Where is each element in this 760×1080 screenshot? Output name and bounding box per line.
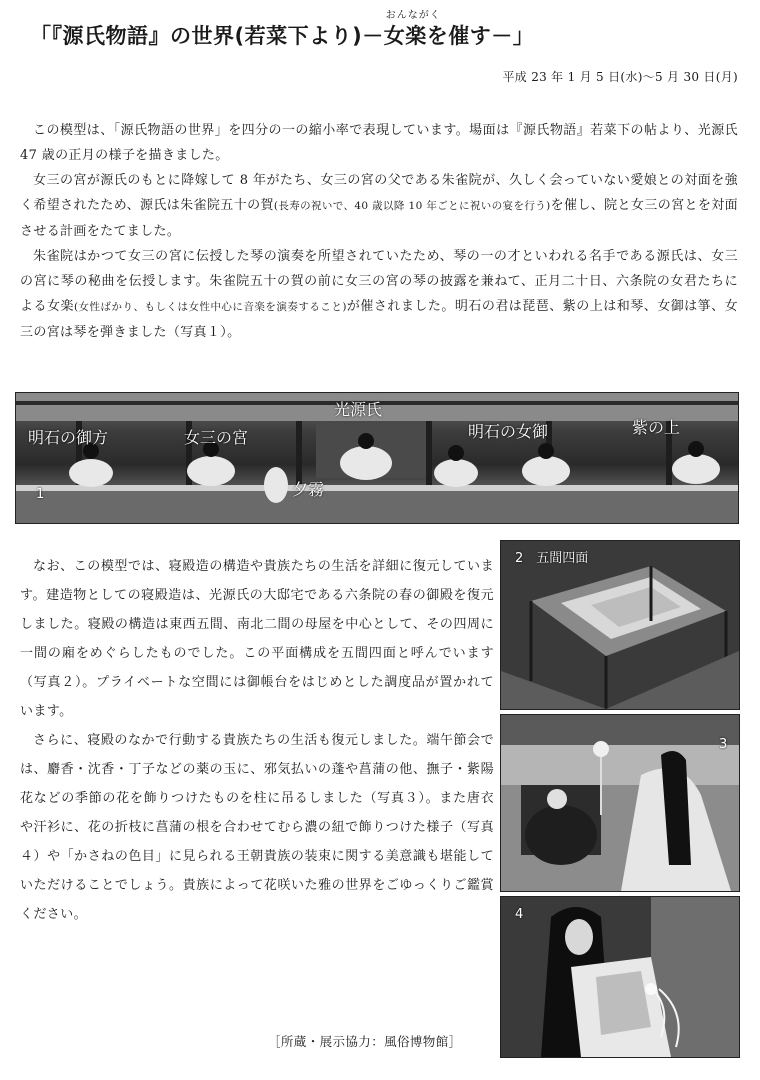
intro-p3-note: (女性ばかり、もしくは女性中心に音楽を演奏すること) bbox=[73, 301, 347, 313]
title-ruby-group bbox=[383, 10, 441, 50]
photo-2-illustration bbox=[501, 541, 739, 709]
photo-4-label: 4 bbox=[515, 907, 524, 922]
label-akashi-no-okata: 明石の御方 bbox=[28, 428, 109, 447]
photo-4-karaginu bbox=[500, 896, 740, 1058]
exhibition-dates: 平成 23 年 1 月 5 日(水)～5 月 30 日(月) bbox=[502, 70, 738, 84]
photo-2-label: 2 五間四面 bbox=[515, 551, 589, 566]
photo-2-gokenshimen bbox=[500, 540, 740, 710]
intro-p3-b: が催されました。明石の君は琵琶、紫の上は和琴、女御は箏、女三の宮は琴を弾きました（写真１）。 bbox=[20, 299, 739, 340]
page-title bbox=[30, 10, 730, 50]
intro-paragraph-1: この模型は、「源氏物語の世界」を四分の一の縮小率で表現しています。場面は『源氏物語』若菜下の帖より、光源氏 47 歳の正月の様子を描きました。 bbox=[20, 123, 738, 163]
body-text bbox=[20, 552, 494, 929]
photo-4-illustration bbox=[501, 897, 739, 1057]
label-akashi-no-nyogo: 明石の女御 bbox=[468, 422, 549, 441]
panorama-photo-1 bbox=[15, 392, 739, 524]
photo-3-illustration bbox=[501, 715, 739, 891]
photo-3-tango bbox=[500, 714, 740, 892]
photo-3-label: 3 bbox=[719, 737, 728, 752]
intro-text bbox=[20, 118, 738, 345]
intro-paragraph-2 bbox=[20, 168, 738, 244]
intro-paragraph-3 bbox=[20, 244, 738, 345]
intro-p2-b: を催し、院と女三の宮とを対面させる計画をたてました。 bbox=[20, 198, 739, 239]
label-onna-san-no-miya: 女三の宮 bbox=[184, 428, 249, 447]
label-yugiri: 夕霧 bbox=[292, 480, 325, 499]
body-paragraph-1: なお、この模型では、寝殿造の構造や貴族たちの生活を詳細に復元しています。建造物としての寝殿造は、光源氏の大邸宅である六条院の春の御殿を復元しました。寝殿の構造は東西五間、南北二間の母屋を中心として、その四周に一間の廂をめぐらしたものでした。この平面構成を五間四面と呼んでいます（写真２）。プライベートな空間には御帳台をはじめとした調度品が置かれています。 bbox=[20, 559, 494, 719]
intro-p2-a: 女三の宮が源氏のもとに降嫁して 8 年がたち、女三の宮の父である朱雀院が、久しく会っていない愛娘との対面を強く希望されたため、源氏は朱雀院五十の賀 bbox=[20, 173, 738, 213]
intro-p2-note: (長寿の祝いで、40 歳以降 10 年ごとに祝いの宴を行う) bbox=[273, 200, 551, 212]
photo-1-number: 1 bbox=[36, 487, 45, 502]
title-main: 「『源氏物語』の世界(若菜下より)－ bbox=[30, 24, 384, 48]
title-ruby-word: 女楽 bbox=[383, 24, 427, 48]
title-ruby: おんながく bbox=[385, 10, 441, 21]
label-hikaru-genji: 光源氏 bbox=[334, 400, 383, 419]
title-tail: を催す－」 bbox=[426, 24, 535, 48]
credit-line: ［所蔵・展示協力：風俗博物館］ bbox=[268, 1034, 462, 1049]
body-paragraph-2: さらに、寝殿のなかで行動する貴族たちの生活も復元しました。端午節会では、麝香・沈香・丁子などの薬の玉に、邪気払いの蓬や菖蒲の他、撫子・紫陽花などの季節の花を飾りつけたものを柱に吊るしました（写真３）。また唐衣や汗衫に、花の折枝に菖蒲の根を合わせてむら濃の紐で飾りつけた様子（写真４）や「かさねの色目」に見られる王朝貴族の装束に関する美意識も堪能していただけることでしょう。貴族によって花咲いた雅の世界をごゆっくりご鑑賞ください。 bbox=[20, 733, 494, 922]
intro-p3-a: 朱雀院はかつて女三の宮に伝授した琴の演奏を所望されていたため、琴の一の才といわれる名手である源氏は、女三の宮に琴の秘曲を伝授します。朱雀院五十の賀の前に女三の宮の琴の披露を兼ねて、正月二十日、六条院の女君たちによる女楽 bbox=[20, 249, 738, 314]
label-murasaki-no-ue: 紫の上 bbox=[632, 418, 681, 437]
